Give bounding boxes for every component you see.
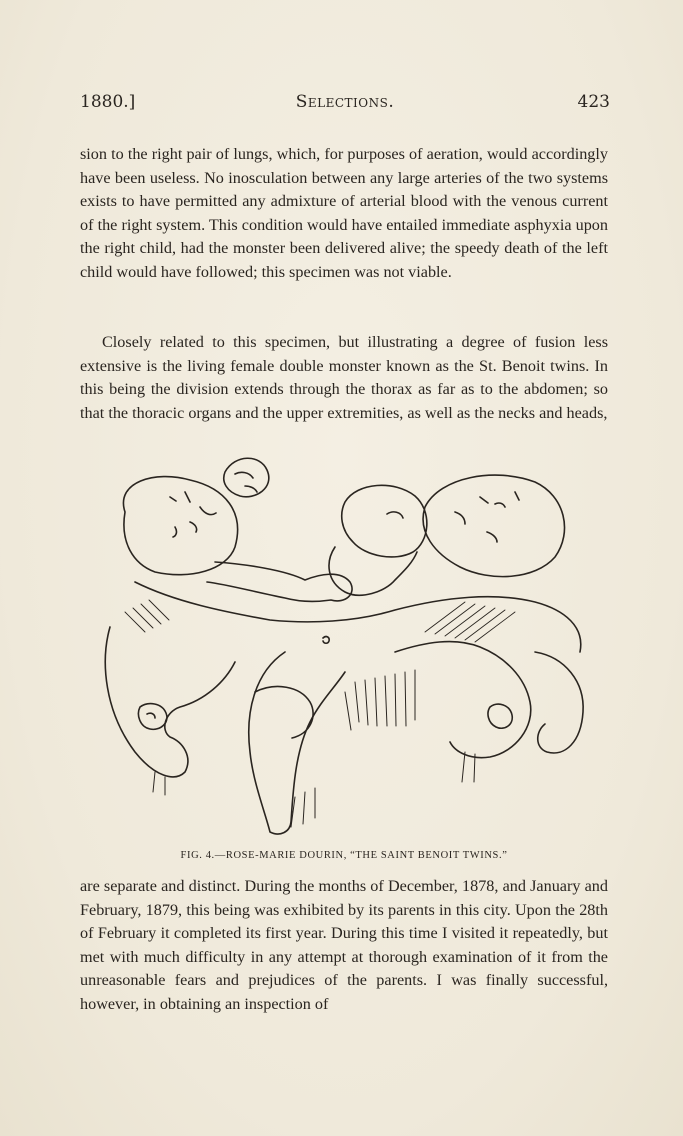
left-face-features (170, 492, 216, 537)
left-leg (105, 627, 235, 777)
left-hand (224, 458, 269, 497)
drapery-shading (345, 670, 415, 730)
navel (323, 637, 329, 644)
left-foot (138, 704, 166, 730)
header-section-title: Selections. (295, 92, 395, 112)
header-year: 1880.] (80, 92, 136, 112)
lower-lines (153, 752, 475, 827)
running-header (80, 92, 610, 116)
page-number: 423 (577, 92, 610, 112)
figure-caption: FIG. 4.—ROSE-MARIE DOURIN, “THE SAINT BENOIT TWINS.” (180, 850, 508, 861)
paragraph-1: sion to the right pair of lungs, which, for purposes of aeration, would accordingly have been useless. No inosculation between any large arteries of the two systems exists to have permitted any admixture of arterial blood with the venous current of the right system. This condition would have entailed immediate asphyxia upon the right child, had the monster been delivered alive; the speedy death of the left child would have followed; this specimen was not viable. (80, 145, 608, 281)
right-cheek (342, 485, 427, 557)
right-face-features (455, 492, 519, 542)
center-leg (249, 652, 345, 834)
paragraph-3: are separate and distinct. During the months of December, 1878, and January and February, 1879, this being was exhibited by its parents in this city. Upon the 28th of February it completed its first year. During this time I visited it repeatedly, but met with much difficulty in any attempt at thorough examination of it from the unreasonable fears and prejudices of the parents. I was finally successful, however, in obtaining an inspection of (80, 877, 608, 1013)
twins-illustration (95, 452, 595, 842)
right-foot (535, 652, 583, 753)
left-head (123, 477, 237, 575)
hatch-right (425, 602, 515, 642)
torso (135, 582, 581, 652)
left-arm (207, 562, 352, 601)
right-foot-detail (488, 704, 512, 728)
paragraph-2: Closely related to this specimen, but illustrating a degree of fusion less extensive is the living female double monster known as the St. Benoit twins. In this being the division extends through the thorax as far as to the abdomen; so that the thoracic organs and the upper extremities, as well as the necks and heads, (80, 333, 608, 422)
center-knee (255, 687, 313, 738)
right-head (423, 475, 564, 576)
hatch-left (125, 600, 169, 632)
